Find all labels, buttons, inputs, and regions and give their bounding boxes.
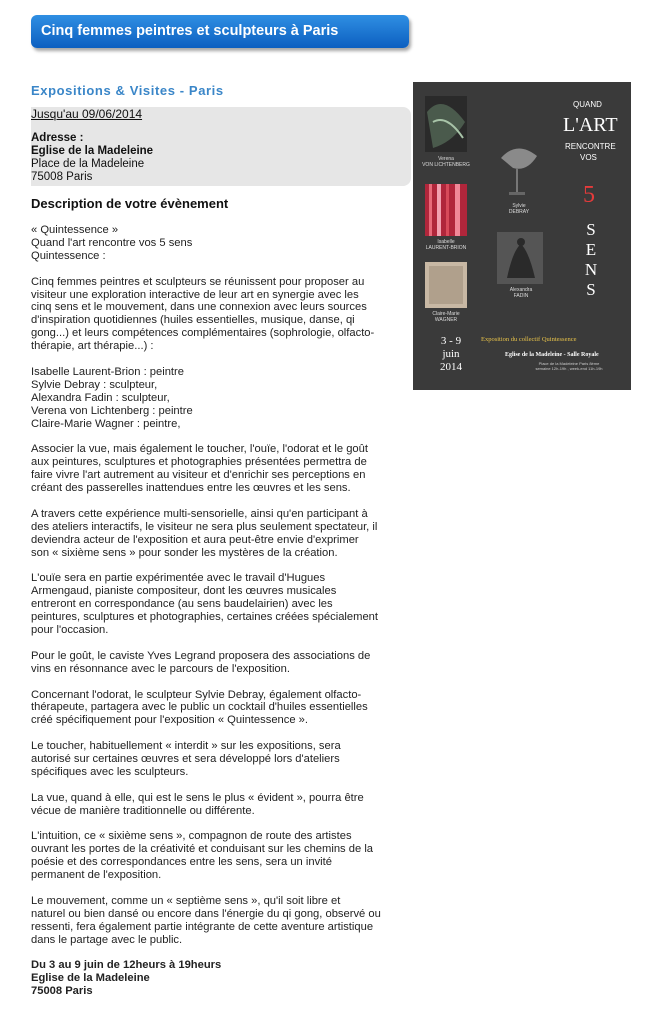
description-line: thérapie, art thérapie...) : (31, 340, 154, 353)
footer-line: 75008 Paris (31, 985, 93, 998)
footer-line: Du 3 au 9 juin de 12heurs à 19heurs (31, 959, 222, 972)
description-line: poésie et des correspondances entre les sens, sera un invité (31, 856, 332, 869)
description-line: Armengaud, pianiste compositeur, dont les œuvres musicales (31, 585, 337, 598)
description-line: visiteur une exploration interactive de leur art en synergie avec les (31, 288, 359, 301)
poster-collective: Exposition du collectif Quintessence (481, 336, 577, 343)
description-line: Cinq femmes peintres et sculpteurs se réunissent pour proposer au (31, 275, 365, 288)
description-line: d'inspiration quotidiennes (huiles essentielles, musique, danse, qi (31, 314, 355, 327)
description-line: des ateliers interactifs, le visiteur ne sera plus seulement spectateur, il (31, 520, 378, 533)
artist-caption-5: Claire-Marie WAGNER (432, 311, 460, 323)
artist-caption-2: Sylvie DEBRAY (508, 203, 530, 215)
description-line: aux peintures, sculptures et photographies présentées permettra de (31, 456, 367, 469)
venue-name: Eglise de la Madeleine (31, 145, 154, 157)
poster-venue: Eglise de la Madeleine - Salle Royale (505, 352, 599, 358)
description-line: L'intuition, ce « sixième sens », compagnon de route des artistes (31, 830, 352, 843)
description-paragraph (31, 740, 411, 779)
poster-five: 5 (583, 182, 595, 208)
description-line: Isabelle Laurent-Brion : peintre (31, 365, 184, 378)
description-title: Description de votre évènement (31, 196, 229, 211)
description-line: autorisé sur certaines œuvres et sera développé lors d'ateliers (31, 753, 340, 766)
description-line: Verena von Lichtenberg : peintre (31, 404, 193, 417)
poster-vos: VOS (580, 153, 597, 162)
category-label[interactable]: Expositions & Visites - Paris (31, 83, 224, 98)
description-line: permanent de l'exposition. (31, 869, 162, 882)
description-paragraph (31, 830, 411, 882)
event-poster (413, 82, 631, 390)
poster-rencontre: RENCONTRE (565, 142, 616, 151)
description-line: Le toucher, habituellement « interdit » sur les expositions, sera (31, 740, 341, 753)
description-line: spécifiques avec les sculpteurs. (31, 765, 189, 778)
description-line: Quand l'art rencontre vos 5 sens (31, 236, 193, 249)
description-paragraph (31, 650, 411, 676)
description-paragraph (31, 689, 411, 728)
description-line: Claire-Marie Wagner : peintre, (31, 417, 181, 430)
description-line: dans le partage avec le public. (31, 933, 183, 946)
description-paragraph (31, 276, 411, 353)
description-line: faire vivre l'art autrement au visiteur et d'enrichir ses perceptions en (31, 469, 366, 482)
page-title-banner: Cinq femmes peintres et sculpteurs à Paris (31, 15, 409, 48)
description-line: entreront en correspondance (au sens baudelairien) avec les (31, 598, 333, 611)
description-line: A travers cette expérience multi-sensorielle, ainsi qu'en participant à (31, 507, 368, 520)
footer-line: Eglise de la Madeleine (31, 972, 150, 985)
poster-quand: QUAND (573, 100, 602, 109)
description-paragraph (31, 572, 411, 637)
description-line: peintures, sculptures et photographies, certaines créées spécialement (31, 611, 379, 624)
end-date: Jusqu'au 09/06/2014 (31, 107, 143, 121)
description-line: Alexandra Fadin : sculpteur, (31, 391, 170, 404)
description-line: Le mouvement, comme un « septième sens », qu'il soit libre et (31, 894, 341, 907)
venue-city: 75008 Paris (31, 171, 93, 183)
poster-sens: S E N S (584, 220, 598, 299)
description-paragraph (31, 443, 411, 495)
artist-caption-4: Alexandra FADIN (509, 287, 533, 299)
description-paragraph (31, 224, 411, 263)
description-paragraph (31, 366, 411, 431)
poster-lart: L'ART (563, 114, 618, 136)
description-body (31, 224, 411, 998)
description-line: créant des passerelles inattendues entre les œuvres et les sens. (31, 482, 351, 495)
description-line: créé spécifiquement pour l'exposition « Quintessence ». (31, 714, 309, 727)
description-paragraph (31, 792, 411, 818)
description-line: cinq sens et le mouvement, dans une connexion avec leurs sources (31, 301, 367, 314)
address-label: Adresse : (31, 132, 84, 144)
description-line: ouvrant les portes de la créativité et conduisant sur les chemins de la (31, 843, 374, 856)
artist-caption-1: Verena VON LICHTENBERG (422, 156, 470, 168)
address-block (31, 132, 153, 184)
description-line: Pour le goût, le caviste Yves Legrand proposera des associations de (31, 649, 371, 662)
description-line: naturel ou bien dansé ou encore dans l'énergie du qi gong, observé ou (31, 907, 381, 920)
description-line: deviendra acteur de l'exposition et aura peut-être envie d'exprimer (31, 533, 359, 546)
poster-small-print: Place de la Madeleine Paris 8ème semaine 12h-19h , week-end 11h-19h (535, 361, 603, 371)
description-line: vécue de manière traditionnelle ou différente. (31, 804, 255, 817)
description-line: « Quintessence » (31, 224, 119, 236)
artist-caption-3: Isabelle LAURENT-BRION (425, 239, 467, 251)
event-schedule-footer (31, 959, 411, 998)
description-line: La vue, quand à elle, qui est le sens le plus « évident », pourra être (31, 791, 364, 804)
description-line: thérapeute, partagera avec le public un cocktail d'huiles essentielles (31, 701, 368, 714)
poster-dates: 3 - 9 juin 2014 (440, 335, 462, 373)
description-line: L'ouïe sera en partie expérimentée avec le travail d'Hugues (31, 572, 326, 585)
description-line: pour l'occasion. (31, 624, 109, 637)
description-paragraph (31, 508, 411, 560)
description-line: Sylvie Debray : sculpteur, (31, 378, 158, 391)
description-line: Quintessence : (31, 249, 106, 262)
venue-street: Place de la Madeleine (31, 158, 145, 170)
description-line: Concernant l'odorat, le sculpteur Sylvie Debray, également olfacto- (31, 688, 362, 701)
description-line: son « sixième sens » pour sonder les mystères de la création. (31, 546, 338, 559)
description-line: vins en résonnance avec le parcours de l'exposition. (31, 662, 290, 675)
description-line: gong...) et leurs compétences complémentaires (sophrologie, olfacto- (31, 327, 375, 340)
description-line: Associer la vue, mais également le toucher, l'ouïe, l'odorat et le goût (31, 443, 368, 456)
description-paragraph (31, 895, 411, 947)
description-line: ressenti, fera également partie intégrante de cette aventure artistique (31, 920, 374, 933)
